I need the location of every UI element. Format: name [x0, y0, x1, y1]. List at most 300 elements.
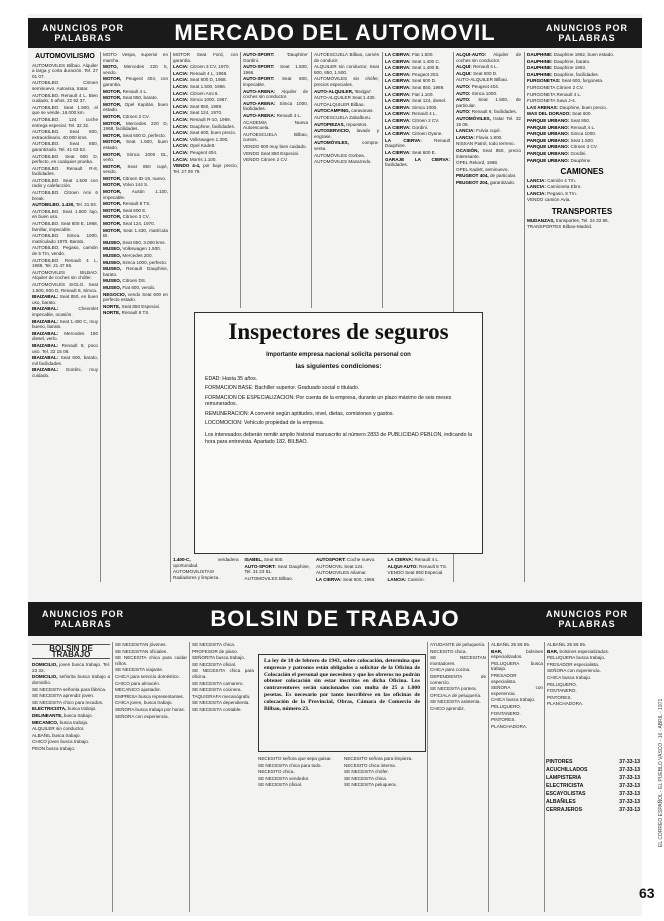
column-heading: AUTOMOVILISMO [35, 53, 95, 60]
classified-ad: LA CIERVA: Renault Dauphine. [385, 137, 450, 149]
classified-ad: AUTO-ALQUILER Seat 1.430. [314, 95, 376, 101]
classified-ad: SE NECESITAN jóvenes. [115, 642, 167, 647]
classified-ad: SE NECESITA cocinera. [192, 687, 242, 693]
classified-ad: CHICO aprendiz. [430, 705, 465, 711]
classified-ad: MOTOR, Seat 600 D, perfecto. [103, 132, 166, 138]
classified-ad: LANCIA: Camioneta Ebro. [527, 184, 582, 190]
classified-ad: MOTOR, Citroen 3 CV. [103, 214, 150, 220]
column-divider [427, 642, 428, 912]
classified-ad: VENDO 600 muy bien cuidado. [243, 143, 307, 149]
classified-ad: AUTOBILBO. 1.430, Tel. 31 93. [32, 202, 97, 208]
classified-ad: LACIA: Seat 850, 1969. [173, 103, 223, 109]
ads-list [32, 63, 98, 379]
classified-ad: LANCIA: Pegaso, 8 Tm. [527, 190, 577, 196]
classified-ad: MOTOR, Seat 600 E. [103, 207, 147, 213]
classified-ad: IBAIZABAL: Chevrolet impecable, ocasión. [32, 306, 98, 317]
classified-ad: ACADEMIA Nueva Autoescuela. [243, 119, 308, 131]
classified-ad: PEUGEOT 204, garantizado. [456, 179, 516, 185]
classified-ad: AUTOBILBO. Citroen Ami 6 break. [32, 190, 98, 201]
classified-ad: LA CIERVA: Seat 600 E. [385, 149, 436, 155]
classified-ad: MOTOR, Citroen ID-19, nuevo. [103, 175, 167, 181]
classified-ad: LA CIERVA: Citroen 2 CV. [385, 117, 440, 123]
classified-ad: PLANCHADORA. [547, 701, 584, 707]
transportes-heading: TRANSPORTES [551, 207, 613, 217]
classifieds-column-2 [103, 52, 168, 582]
ads-list [456, 52, 521, 185]
classified-ad: AUTOMOVILES SIGLO. Seat 1.500, 600 D, Renault 8, Simca. [32, 281, 98, 293]
camiones-heading: CAMIONES [560, 167, 604, 177]
classified-ad: CHICA busca trabajo. [491, 697, 536, 703]
classified-ad: FURGONETA Sava J-4. [527, 98, 576, 104]
classified-ad: TAQUIGRAFA mecanógrafa. [192, 693, 251, 699]
law-text: La ley de 10 de febrero de 1943, sobre colocación, determina que empresas y patronos están obligados a solicitar de la Oficina de Colocación el personal que necesiten y que los obreros no podrán obtener colocación sin estar inscritos en dicha Oficina. Los contraventores serán sancionados con multa de 25 a 1.000 pesetas. Es necesario por tanto inscribirse en las oficinas de colocación de la Provincial, Obras, Cámara de Comercio de Bilbao, número 23. [264, 658, 420, 712]
column-divider [240, 52, 241, 308]
classified-ad: FURGONETAS: Seat 600, furgoneta. [527, 78, 604, 84]
classified-ad: LA CIERVA: Citroen Dyane. [385, 131, 443, 137]
directory-row [546, 758, 640, 766]
classified-ad: VENDO Citroen 2 CV. [243, 157, 288, 163]
directory-row [546, 806, 640, 814]
ads-list [243, 52, 308, 163]
classified-ad: AUTOBILBO. Seat 600 D, perfecto, en cualquier prueba. [32, 153, 98, 165]
ads-list [547, 642, 639, 707]
classified-ad: BAR, bolsines especializados. [547, 648, 610, 654]
classified-ad: LA CIERVA: Fiat 1.100. [385, 91, 434, 97]
directory-name: CERRAJEROS [546, 807, 583, 813]
classified-ad: SE NECESITA oficial. [192, 661, 237, 667]
classified-ad: SE NECESITA peluquera. [344, 782, 397, 788]
classified-ad: SEÑORA con experiencia. [547, 668, 601, 674]
classified-ad: VENDO 4-4, por bajo precio, Tel. 27 09 79. [173, 163, 238, 174]
bolsin-column-5 [430, 642, 486, 912]
classified-ad: DOMICILIO, señorita busca trabajo a domicilio. [32, 674, 110, 685]
classified-ad: PARQUE URBANO: Renault 4 L. [527, 124, 596, 130]
classified-ad: AUTOALQUILER Bilbao. [314, 101, 365, 107]
classified-ad: LANCIA: Camión. [387, 576, 425, 582]
classified-ad: PARQUE URBANO: Simca 1000. [527, 131, 597, 137]
classified-ad: PARQUE URBANO: Citroen 3 CV. [527, 144, 598, 150]
column-divider [112, 642, 113, 912]
classified-ad: SE NECESITA camarero. [192, 680, 244, 686]
classified-ad: ELECTRICISTA, busca trabajo. [32, 706, 97, 712]
directory-name: ACUCHILLADOS [546, 767, 588, 773]
classifieds-strip [173, 557, 453, 592]
classified-ad: LA CIERVA: Simca 1000. [385, 104, 438, 110]
classified-ad: DEPENDIENTA de comercio. [430, 673, 486, 685]
ads-list [103, 52, 168, 316]
ads-list [258, 756, 424, 789]
classified-ad: AUTO-ARENA: Alquiler de coches sin conductor. [243, 88, 308, 100]
classified-ad: MOTOR, Austin 1.100, impecable. [103, 189, 168, 200]
classified-ad: AUTO-SPORT: Seat Dauphine, Tel. 31 23 81. [244, 563, 310, 575]
classified-ad: PARQUE URBANO: Seat 850. [527, 117, 591, 123]
classified-ad: AUTO: Simca 1000. [456, 90, 498, 96]
classified-ad: LACIA: Volkswagen 1.300. [173, 136, 229, 142]
classified-ad: SEÑORA con experiencia. [115, 713, 169, 719]
bolsin-column-6 [491, 642, 543, 912]
classified-ad: LA CIERVA: Fiat 1.500. [385, 52, 434, 57]
classified-ad: CHICA para cocina. [430, 667, 471, 673]
classified-ad: CHICA para servicio doméstico. [115, 673, 180, 679]
classified-ad: LACIA: Renault 4 L, 1968. [173, 70, 228, 76]
classified-ad: SE NECESITA portera. [430, 686, 477, 692]
directory-phone: 37-33-13 [619, 807, 640, 813]
classified-ad: SEÑORA busca trabajo por horas. [115, 706, 185, 712]
classified-ad: AUTOESCUELA Zabalburu. [314, 114, 372, 120]
classified-ad: SE NECESITA chica para cuidar niños. [115, 655, 187, 666]
ads-list [527, 52, 637, 163]
classified-ad: LACIA: Citroen Ami 6. [173, 90, 219, 96]
vertical-masthead [646, 654, 664, 854]
classified-ad: FURGONETA Renault 4 L. [527, 91, 582, 97]
classified-ad: SE NECESITAN montadores. [430, 655, 486, 666]
classifieds-column-1 [32, 52, 98, 582]
classified-ad: LACIA: Citroen 3 CV, 1970. [173, 64, 230, 70]
classified-ad: AUTOBILBO. Seat 600, extraordinario. 40.000 kms. [32, 129, 98, 140]
classified-ad: LA CIERVA: Renault 4 L. [387, 557, 440, 562]
classified-ad: DAUPHINE: Dauphine 1963. [527, 65, 587, 71]
classified-ad: LACIA: Renault R-10, 1969. [173, 116, 231, 122]
classified-ad: ALBAÑIL 25 55 55. [491, 642, 531, 647]
ad-condition: REMUNERACION: A convenir según aptitudes, nivel, dietas, comisiones y gastos. [205, 410, 394, 417]
directory-phone: 37-33-13 [619, 767, 640, 773]
classifieds-column-8 [527, 52, 637, 582]
classified-ad: AUTOESCUELA Bilbao, carnés de conducir. [314, 52, 379, 63]
classified-ad: PELUQUERO. [547, 681, 578, 687]
classified-ad: AUTOMÓVILES, tratar Tel. 32 15 08. [456, 115, 521, 127]
classified-ad: LACIA: Seat 600, buen precio. [173, 130, 237, 136]
ad-conditions [195, 376, 482, 426]
ad-lead: Importante empresa nacional solicita personal con [266, 352, 411, 358]
classified-ad: AUTO-ARENA: Simca 1000, facilidades. [243, 100, 308, 112]
directory-phone: 37-33-13 [619, 783, 640, 789]
classified-ad: AUTOCAMPING, caravanas. [314, 108, 374, 114]
classified-ad: GARAJE LA CIERVA: facilidades. [385, 156, 450, 168]
bolsin-column-2 [115, 642, 187, 912]
ad-lead-2: las siguientes condiciones: [295, 363, 382, 370]
classified-ad: MUSEO, Seat 850, 3.000 kms. [103, 239, 166, 245]
banner-title: MERCADO DEL AUTOMOVIL [174, 20, 496, 45]
classified-ad: MUSEO, Citroen DS. [103, 278, 147, 284]
classified-ad: PLANCHADORA. [491, 723, 528, 729]
classified-ad: FRESADOR especialista. [491, 672, 517, 684]
classified-ad: DOMICILIO, joven busca trabajo. Tel. 23 32. [32, 662, 110, 673]
classified-ad: MOTOR Seat Ford, con garantía. [173, 52, 238, 63]
masthead-text: EL CORREO ESPAÑOL - EL PUEBLO VASCO - 16 - ABRIL - 1971 [658, 698, 664, 847]
ad-condition: FORMACION BASE: Bachiller superior. Graduado social o titulado. [205, 385, 360, 392]
classified-ad: VENDO camión Avia. [527, 197, 571, 203]
classified-ad: AUTOBILBO. Renault 4 L, 1968. Tel. 21 47 56. [32, 257, 98, 269]
classified-ad: CHICA joven, busca trabajo. [115, 700, 173, 706]
classified-ad: MOTOR, Seat 850, barato. [103, 95, 158, 101]
classified-ad: AUTOMÓVILES Gorbea. [314, 152, 365, 158]
classified-ad: MOTOR, Seat 850 cupé, vendo. [103, 163, 168, 175]
classified-ad: AUTOBILBO. Seat 1.500, el que se vende. 16.000 km. [32, 104, 98, 116]
classified-ad: SE NECESITA chica para oficina. [192, 668, 254, 679]
classified-ad: MOTOR, Peugeot 404, con garantía. [103, 76, 168, 87]
classified-ad: PELUQUERO. [491, 703, 522, 709]
classifieds-column-6 [385, 52, 450, 308]
classified-ad: IBAIZABAL: Renault 8, poco uso. Tel. 32 15 08. [32, 342, 98, 354]
column-divider [189, 642, 190, 912]
classified-ad: SE NECESITA chico para recados. [32, 699, 104, 705]
classified-ad: MOTO Vespa, superior en marcha. [103, 52, 168, 63]
classified-ad: DAUPHINE: Dauphine, barato. [527, 58, 591, 64]
classified-ad: NECESITO señora que sepa guisar. [258, 756, 332, 761]
page-number: 63 [639, 885, 655, 901]
classified-ad: SE NECESITA chica. [192, 642, 236, 647]
directory-name: ESCAYOLISTAS [546, 791, 586, 797]
classified-ad: LA CIERVA: Renault 4 L. [385, 111, 437, 117]
classified-ad: AUTO-ALQUILER Bilbao. [456, 77, 509, 83]
classified-ad: AUTO-SPORT: Seat 600, impecable. [243, 76, 308, 87]
classified-ad: MECANICO, busca trabajo. [32, 719, 89, 725]
classified-ad: AUTOMOVILES Bilbao. [244, 575, 293, 581]
classified-ad: AUTOBILBO. Citroen seminuevo. Autovisa, tratar. [32, 80, 98, 91]
classified-ad: CHICO para almacén. [115, 680, 161, 686]
classified-ad: MUSEO, Simca 1000, perfecto. [103, 259, 168, 265]
classified-ad: MOTOR, Seat 1.430, matrícula BI. [103, 227, 168, 239]
classified-ad: AUTOBILBO. Renault R-8, facilidades. [32, 165, 98, 177]
classified-ad: AUTOMÓVILES Mazarredo. [314, 159, 372, 165]
ads-list [173, 52, 238, 174]
classified-ad: LACIA: Morris 1.100. [173, 156, 217, 162]
classified-ad: ALQUI-AUTO: Alquiler de coches sin conductor. [456, 52, 521, 63]
directory-row [546, 774, 640, 782]
classified-ad: AUTOESCUELA Bilbao, cursos. [243, 131, 308, 143]
classified-ad: FRESADOR especialista. [547, 661, 600, 667]
classified-ad: MOTOR, Opel Kapitán, buen estado. [103, 101, 168, 113]
classified-ad: NECESITO chica. [430, 648, 467, 654]
classified-ad: SE NECESITA oficial. [258, 782, 303, 788]
classified-ad: AUTOBILBO. Pegaso, camión de 5 Tm, vendo. [32, 245, 98, 256]
classifieds-column-3 [173, 52, 238, 308]
classified-ad: FONTANERO. [547, 688, 577, 694]
bolsin-column-7 [547, 642, 639, 754]
classified-ad: AUTOSERVICIO, lavado y engrase. [314, 128, 379, 139]
column-divider [524, 52, 525, 582]
classified-ad: AUTOMÓVILES, compra-venta. [314, 140, 379, 151]
classified-ad: ALQUI: Renault 4 L. [456, 64, 498, 70]
classified-ad: AUTOBILBO. Renault 4 L. Bien cuidado, 5 años, 22 92 37. [32, 92, 98, 104]
classified-ad: MOTOR, Renault 8 TS. [103, 201, 151, 207]
directory-name: ALBAÑILES [546, 799, 576, 805]
classified-ad: AUTOMOVILES Bilbao. Alquiler a larga y corta duración. Tel. 27 01 07. [32, 62, 98, 79]
classified-ad: SEÑORA con experiencia. [491, 685, 543, 696]
classified-ad: NORTE, Seat 850 Especial. [103, 303, 160, 309]
classified-ad: NISSAN Patrol, todo terreno. [456, 141, 515, 147]
classified-ad: LA CIERVA: Gordini. [385, 124, 429, 130]
classified-ad: FONTANERO. [491, 710, 521, 716]
classified-ad: PARQUE URBANO: Seat 1.500. [527, 137, 595, 143]
classified-ad: AUTOMOVILES Ailamar. [316, 570, 367, 576]
classified-ad: AUTOBILBO. Simca 1000, matriculado 1970. Barato. [32, 233, 98, 244]
classified-ad: SEÑORITA busca trabajo. [192, 655, 246, 661]
classified-ad: TRANSPORTES Bilbao-Madrid. [527, 224, 593, 230]
classified-ad: PINTORES. [547, 694, 572, 700]
classified-ad: MUSEO, Mercedes 200. [103, 253, 153, 258]
classified-ad: IBAIZABAL: Gordini, muy cuidado. [32, 367, 98, 378]
classified-ad: EMPRESA busca representantes. [115, 693, 184, 699]
classified-ad: DAUPHINE: Dauphine 1962, buen estado. [527, 52, 615, 57]
bolsin-column-4 [258, 756, 424, 912]
classified-ad: SE NECESITA chica para todo. [258, 762, 322, 768]
classified-ad: MOTOR, Volvo 144 S. [103, 182, 149, 188]
ad-condition: FORMACION DE ESPECIALIZACION: Por cuenta de la empresa, durante un plazo máximo de seis meses remunerados. [205, 394, 452, 408]
banner-left-label: ANUNCIOS POR PALABRAS [41, 609, 124, 629]
ads-list [491, 642, 543, 729]
classified-ad: AYUDANTE de peluquería. [430, 642, 486, 647]
classified-ad: BAR, bolsines especializados. [491, 648, 543, 660]
classified-ad: MOTOR, Mercedes 220 D, 1968, facilidades. [103, 120, 168, 132]
ad-condition: LOCOMOCION: Vehículo propiedad de la empresa. [205, 420, 325, 427]
classified-ad: LANCIA: Fulvia cupé. [456, 128, 501, 134]
column-divider [311, 52, 312, 308]
classified-ad: LACIA: Peugeot 404. [173, 149, 218, 155]
classified-ad: LA CIERVA: Peugeot 203. [385, 71, 440, 77]
classified-ad: PARQUE URBANO: Dauphine. [527, 157, 592, 163]
ads-list [32, 662, 110, 751]
directory-name: ELECTRICISTA [546, 783, 584, 789]
classified-ad: MUSEO, Volkswagen 1.500. [103, 246, 161, 252]
column-divider [170, 52, 171, 582]
classified-ad: PEUGEOT 404, de particular. [456, 173, 517, 179]
classified-ad: LACIA: Seat 600 D, 1968. [173, 77, 227, 83]
classified-ad: NECESITO chica. [258, 769, 295, 775]
directory-phone: 37-33-13 [619, 791, 640, 797]
classified-ad: LACIA: Simca 1000, 1967. [173, 97, 229, 103]
classified-ad: MOTOR, Citroen 2 CV. [103, 113, 150, 119]
classified-ad: AUTO-ARENA: Renault 4 L. [243, 112, 302, 118]
insurance-inspectors-ad [194, 312, 483, 554]
ads-list [314, 52, 379, 165]
classified-ad: AUTOBILBO. Seat 1.500 con radio y calefacción. [32, 177, 98, 189]
classified-ad: LACIA: Dauphine, facilidades. [173, 123, 236, 129]
banner-left-label: ANUNCIOS POR PALABRAS [41, 23, 124, 43]
classified-ad: MECANICO ajustador. [115, 687, 161, 693]
classified-ad: LA CIERVA: Seat 850, 1969. [385, 84, 445, 90]
directory-name: LAMPISTERIA [546, 775, 582, 781]
classified-ad: 1.400-C, verdadera oportunidad. [173, 557, 239, 568]
services-directory [546, 758, 640, 814]
ads-list [527, 178, 637, 203]
classifieds-column-4 [243, 52, 308, 308]
classified-ad: VENDO Seat 850 Especial. [243, 150, 299, 156]
newspaper-page [28, 14, 664, 916]
classified-ad: AUTOPIEZAS, repuestos. [314, 121, 368, 127]
directory-row [546, 782, 640, 790]
classified-ad: SE NECESITA chica. [344, 775, 388, 781]
ads-list [192, 642, 254, 713]
mercado-banner [28, 18, 642, 48]
classified-ad: AUTOMOVIL Seat 124. [316, 563, 364, 569]
directory-row [546, 798, 640, 806]
classified-ad: MUSEO, Fiat 600, vendo. [103, 284, 156, 290]
ad-condition: EDAD: Hasta 35 años. [205, 376, 258, 382]
classified-ad: AUTOMOVILES BILBAO. Alquiler de coches sin chófer. [32, 269, 98, 281]
classified-ad: PELUQUERA busca trabajo. [491, 660, 543, 672]
classified-ad: ALQUI-AUTO: Renault 8 TS. [387, 563, 448, 569]
directory-phone: 37-33-13 [619, 799, 640, 805]
classified-ad: NEGOCIO, vendo Seat 600 en perfecto estado. [103, 291, 168, 303]
classified-ad: LACIA: Opel Kadett. [173, 143, 216, 149]
classified-ad: PROFESOR de piano. [192, 648, 238, 654]
classified-ad: OCASIÓN, Seat 850, precio interesante. [456, 147, 521, 159]
classified-ad: MOTOR, Simca 1000 GL, verlo. [103, 151, 168, 163]
classified-ad: CHICA busca trabajo. [547, 674, 592, 680]
classified-ad: AUTOBILBO. 124 coche entrega especial. Tel. 32 32. [32, 116, 98, 128]
classified-ad: ALQUILER sin conductor, Seat 600, 850, 1.500. [314, 64, 379, 75]
classified-ad: IBAIZABAL: Seat 600, barato, mil facilidades. [32, 355, 98, 366]
classified-ad: LA CIERVA: Seat 600 D. [385, 78, 437, 84]
classified-ad: IBAIZABAL: Seat 1.400 C, muy bueno, barato. [32, 318, 98, 330]
classified-ad: AUTO-SPORT: Seat 1.500, 1966. [243, 64, 308, 75]
classified-ad: CHICO joven busca trabajo. [32, 739, 90, 745]
classified-ad: MAS DEL DORADO: Seat 600. [527, 111, 592, 117]
classified-ad: IBAIZABAL: Seat 850, en buen uso, barato. [32, 294, 98, 305]
ad-note: Los interesados deberán remitir amplio historial manuscrito al número 2833 de PUBLICIDAD PEBLON, indicando la hora para entrevista. Apartado 182. BILBAO. [205, 432, 472, 445]
classified-ad: SE NECESITA vendedor. [258, 775, 310, 781]
column-divider [488, 642, 489, 912]
classified-ad: SE NECESITA dependienta. [192, 700, 250, 706]
bolsin-column-1 [32, 642, 110, 912]
classified-ad: DELINEANTE, busca trabajo. [32, 712, 93, 718]
classified-ad: LAS ARENAS: Dauphine, buen precio. [527, 104, 608, 110]
classified-ad: NECESITO señora para limpieza. [344, 756, 413, 761]
classified-ad: PARQUE URBANO: Gordini. [527, 150, 587, 156]
classified-ad: MOTOR, Renault 4 L. [103, 88, 148, 94]
classified-ad: SE NECESITA señorita para fábrica. [32, 686, 107, 692]
classified-ad: SE NECESITA asistenta. [430, 699, 481, 705]
classified-ad: PEON busca trabajo. [32, 745, 76, 751]
classified-ad: AUTO: Renault 8, facilidades. [456, 109, 517, 115]
classified-ad: MUDANZAS, transportes, Tel. 24 33 86. [527, 217, 609, 223]
bolsin-heading: BOLSIN DE TRABAJO [32, 644, 110, 659]
classified-ad: OPEL Kadett, seminuevo. [456, 166, 509, 172]
classified-ad: IBAIZABAL: Mercedes 190 diesel, verlo. [32, 330, 98, 342]
classified-ad: LACIA: Seat 124, 1970. [173, 110, 223, 116]
classified-ad: SE NECESITA contable. [192, 706, 242, 712]
classified-ad: AUTOBILBO. Seat 850, garantizado. Tel. 41 63 53. [32, 141, 98, 152]
classified-ad: VENDO Seat 850 Especial. [387, 570, 444, 576]
classified-ad: LANCIA: Flavia 1.800. [456, 134, 503, 140]
employment-law-notice [258, 654, 426, 752]
classified-ad: AUTO-ALQUILER, 'Bedgar'. [314, 88, 373, 94]
classified-ad: AUTO-SPORT: 'Dauphine' Gordini. [243, 52, 308, 63]
column-divider [544, 642, 545, 912]
classified-ad: AUTOMOVILISTAS! Radiadores y limpieza. [173, 569, 220, 580]
classified-ad: MUSEO, Renault Dauphine, barato. [103, 266, 168, 277]
classified-ad: ALQUI: Seat 600 D. [456, 70, 498, 76]
ads-list [527, 218, 637, 230]
classified-ad: AUTO: Peugeot 404. [456, 83, 500, 89]
banner-title: BOLSIN DE TRABAJO [210, 606, 460, 631]
classified-ad: FURGONETA Citroen 2 CV. [527, 84, 584, 90]
classified-ad: SE NECESITA viajante. [115, 667, 164, 673]
classified-ad: OPEL Rekord, 1968. [456, 160, 499, 166]
classified-ad: LA CIERVA: Seat 124, diesel. [385, 98, 447, 104]
classified-ad: SE NECESITA aprendiz joven. [32, 693, 95, 699]
classified-ad: NORTE, Renault 8 TS. [103, 310, 150, 316]
classified-ad: NECESITO chica interna. [344, 762, 396, 768]
ads-list [430, 642, 486, 712]
classified-ad: SE NECESITAN oficiales. [115, 648, 168, 654]
classified-ad: OFICIALA de peluquería. [430, 692, 482, 698]
classified-ad: PELUQUERA busca trabajo. [547, 655, 606, 661]
directory-phone: 37-33-13 [619, 775, 640, 781]
classified-ad: ISABEL, Seat 600. [244, 557, 284, 562]
directory-name: PINTORES [546, 759, 573, 765]
